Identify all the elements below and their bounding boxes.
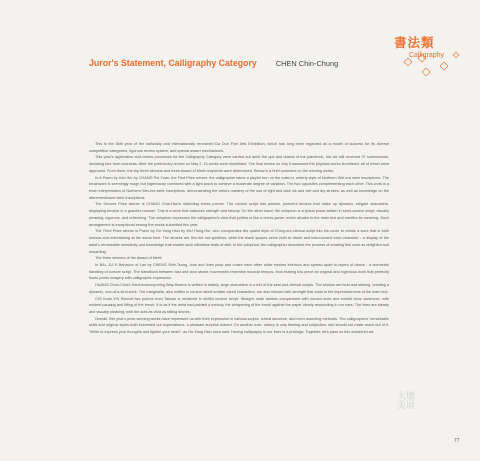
paragraph: Overall, this year's prize-winning works have impressed us with their expression in various scripts, formal structure, and even mounting methods. The calligraphers' remarkable skills and original styles both exceeded our expectations, a pleasant surprise indeed. On another note, victory is only fleeting and subjective; one should not make much out of it. "Write to express your thoughts and lighten your heart", as Ou-Yang Hsiu once said. Having calligraphy in our lives is a privilege. Together, let's pass on this wonderful art. (89, 316, 389, 335)
paragraph: The Third Prize winner is Poem by Ou Yang Hsiu by WU Hung-Hui, who incorporates the quaint style of Ching-era clerical script into his cover to create a work that is both serious and entertaining at the same time. The strokes are thin but not spiritless, while the blank spaces serve both to divide and interconnect each character - a display of the artist's remarkable sensitivity and knowledge that enable such effortless feats of skill. In the colophon, the calligrapher describes the process of creating this work as delightful and rewarding. (89, 229, 389, 254)
category-chinese: 書法類 (394, 35, 435, 50)
paragraph: In A Poem by Han Wo by CHANG Pei-Yuan, the First Prize winner, the calligrapher takes a playful turn on the solemn, orderly style of Northern Wei-era stele inscriptions. The brushwork is seemingly rough but ingeniously combined with a light touch to achieve a moderate degree of variation. The two opposites complementing each other. This work is a fresh interpretation of Northern Wei-era stele inscriptions, demonstrating the artist's mastery of the use of light and dark ink and wet and dry strokes, as well as knowledge on the aforementioned stele inscriptions. (89, 175, 389, 200)
author-name: CHEN Chin-Chung (275, 59, 339, 68)
paragraph: In BAI, JU-Yi Behavior of Lan by CHENG Shih-Tsung, dots and lines jump and chase each other while strokes interlock and spread apart in layers of dance - a wonderful handling of cursive script. The transitions between fast and slow stroke movements resemble musical tempos, thus making this piece an original and ingenious work that perfectly fuses poetic imagery with calligraphic expression. (89, 262, 389, 281)
paragraph: This is the 36th year of the nationally and internationally renowned Da Dun Fine Arts Exhibition, which has long been regarded as a model of success for its diverse competition categories, rigorous review system, and special award mechanisms. (89, 142, 389, 153)
paragraph: CHI Kuan-Yi's Record two poems from Taiwan is rendered in skillful cursive script. Straight, wide strokes complement with curved ones and exhibit clear cadences, with evident pausing and lifting of the brush. It is as if the artist had painted a melody, the whispering of the brush against the paper clearly resounding in our ears. The lines are steady and visually pleasing, with the dots as vivid as falling stones. (89, 296, 389, 314)
paragraph: This year's application and review processes for the Calligraphy Category were carried out amid the ups and downs of the pandemic, but we still received 97 submissions, including four from overseas. After the preliminary review on May 2, 15 works were shortlisted. The final review on July 6 assessed the physical works shortlisted, all of which were approved. From them, the top three winners and three Award of Merit recipients were determined. Below is a brief comment on the winning works: (89, 155, 389, 173)
paragraph: The three winners of the Award of Merit: (95, 256, 163, 261)
paragraph: The Second Prize winner is CHANG Chia-Hsin's Watching chess poems. The cursive script has precise, powerful strokes that make up dynamic, elegant characters, displaying tension in a graceful manner. This is a work that balances strength and beauty. On the other hand, the colophon is a lyrical prose written in semi-cursive script, visually pleasing, vigorous, and refreshing. The colophon expresses the calligrapher's view that politics is like a chess game, which alludes to the main text and clarifies its meaning. Such arrangement is exceptional among the works submitted this year. (89, 202, 389, 227)
category-english: Calligraphy (409, 52, 445, 59)
diamond-decoration (368, 48, 468, 88)
page-number: 77 (454, 438, 460, 444)
header (89, 58, 338, 68)
article-body (89, 141, 389, 336)
paragraph: HUANG Chun-Chia's Hard-frowning bring Way-flowers is written in stately, large characters in a mix of the seal and clerical scripts. The strokes are bold and striking, creating a dynamic, one-of-a-kind work. The marginalia, also written in cursive albeit smaller-sized characters, are also infused with strength that adds to the impressiveness of the main text. (89, 283, 389, 294)
calligraphy-signature: 大墩美展 (397, 392, 416, 411)
page-title: Juror's Statement, Calligraphy Category (89, 58, 257, 68)
